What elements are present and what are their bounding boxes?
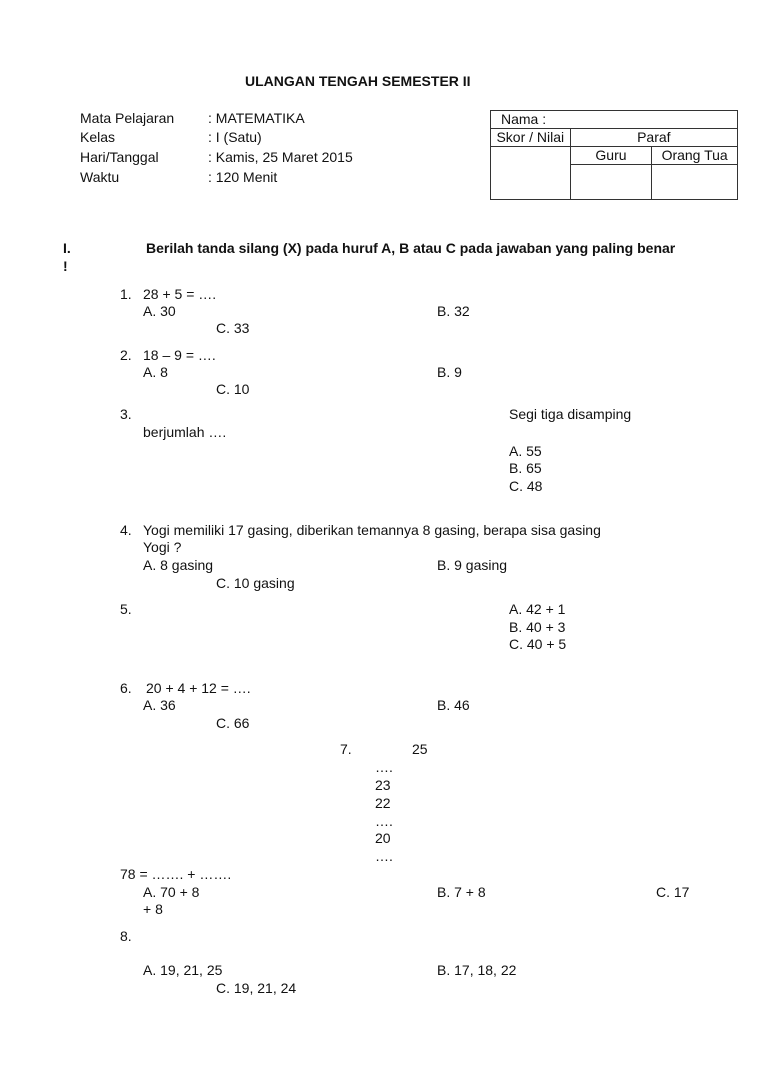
option-b[interactable]: B. 46: [437, 697, 470, 713]
question-text: 28 + 5 = ….: [143, 286, 217, 302]
skor-header: Skor / Nilai: [491, 129, 571, 147]
sequence-item: 20: [375, 830, 391, 846]
section-number: I.: [63, 240, 71, 256]
option-a[interactable]: A. 55: [509, 443, 542, 459]
header-value: : 120 Menit: [208, 169, 278, 185]
guru-header: Guru: [570, 147, 652, 165]
question-text-continued: berjumlah ….: [143, 424, 227, 440]
question-number: 3.: [120, 406, 132, 422]
sequence-item: ….: [375, 813, 393, 829]
question-text: 18 – 9 = ….: [143, 347, 216, 363]
header-label: Kelas: [80, 129, 116, 145]
question-number: 4.: [120, 522, 132, 538]
question-number: 6.: [120, 680, 132, 696]
question-number: 1.: [120, 286, 132, 302]
option-a[interactable]: A. 8 gasing: [143, 557, 214, 573]
header-value: : Kamis, 25 Maret 2015: [208, 149, 353, 165]
question-text: 78 = ……. + …….: [120, 866, 232, 882]
question-number: 2.: [120, 347, 132, 363]
option-b[interactable]: B. 32: [437, 303, 470, 319]
section-instruction: Berilah tanda silang (X) pada huruf A, B atau C pada jawaban yang paling benar: [146, 240, 676, 256]
orang-tua-sign-cell[interactable]: [652, 165, 738, 200]
page-title: ULANGAN TENGAH SEMESTER II: [245, 73, 471, 89]
nama-cell[interactable]: [491, 111, 738, 129]
question-text: Segi tiga disamping: [509, 406, 632, 422]
option-c[interactable]: C. 48: [509, 478, 543, 494]
header-label: Mata Pelajaran: [80, 110, 175, 126]
option-a[interactable]: A. 70 + 8: [143, 884, 200, 900]
nama-label: Nama :: [501, 111, 547, 127]
question-number: 5.: [120, 601, 132, 617]
orang-tua-header: Orang Tua: [652, 147, 738, 165]
sequence-item: 23: [375, 777, 391, 793]
option-b[interactable]: B. 40 + 3: [509, 619, 566, 635]
header-value: : MATEMATIKA: [208, 110, 305, 126]
section-instruction-tail: !: [63, 258, 68, 274]
option-c[interactable]: C. 17: [656, 884, 690, 900]
score-table: [490, 110, 738, 200]
option-c-continued: + 8: [143, 901, 163, 917]
question-text: Yogi memiliki 17 gasing, diberikan temannya 8 gasing, berapa sisa gasing: [143, 522, 601, 538]
option-a[interactable]: A. 42 + 1: [509, 601, 566, 617]
header-label: Hari/Tanggal: [80, 149, 159, 165]
header-label: Waktu: [80, 169, 120, 185]
guru-sign-cell[interactable]: [570, 165, 652, 200]
sequence-item: ….: [375, 759, 393, 775]
option-c[interactable]: C. 19, 21, 24: [216, 980, 297, 996]
skor-cell[interactable]: [491, 147, 571, 200]
option-c[interactable]: C. 10 gasing: [216, 575, 295, 591]
sequence-first: 25: [412, 741, 428, 757]
question-text-continued: Yogi ?: [143, 539, 182, 555]
option-a[interactable]: A. 30: [143, 303, 176, 319]
question-text: 20 + 4 + 12 = ….: [146, 680, 251, 696]
option-c[interactable]: C. 10: [216, 381, 250, 397]
option-c[interactable]: C. 33: [216, 320, 250, 336]
header-value: : I (Satu): [208, 129, 262, 145]
option-b[interactable]: B. 65: [509, 460, 542, 476]
option-b[interactable]: B. 17, 18, 22: [437, 962, 517, 978]
option-b[interactable]: B. 9 gasing: [437, 557, 508, 573]
question-number: 8.: [120, 928, 132, 944]
option-b[interactable]: B. 9: [437, 364, 462, 380]
option-c[interactable]: C. 66: [216, 715, 250, 731]
option-b[interactable]: B. 7 + 8: [437, 884, 486, 900]
sequence-item: ….: [375, 848, 393, 864]
question-number: 7.: [340, 741, 352, 757]
option-a[interactable]: A. 19, 21, 25: [143, 962, 223, 978]
option-c[interactable]: C. 40 + 5: [509, 636, 567, 652]
option-a[interactable]: A. 36: [143, 697, 176, 713]
option-a[interactable]: A. 8: [143, 364, 168, 380]
paraf-header: Paraf: [570, 129, 737, 147]
sequence-item: 22: [375, 795, 391, 811]
